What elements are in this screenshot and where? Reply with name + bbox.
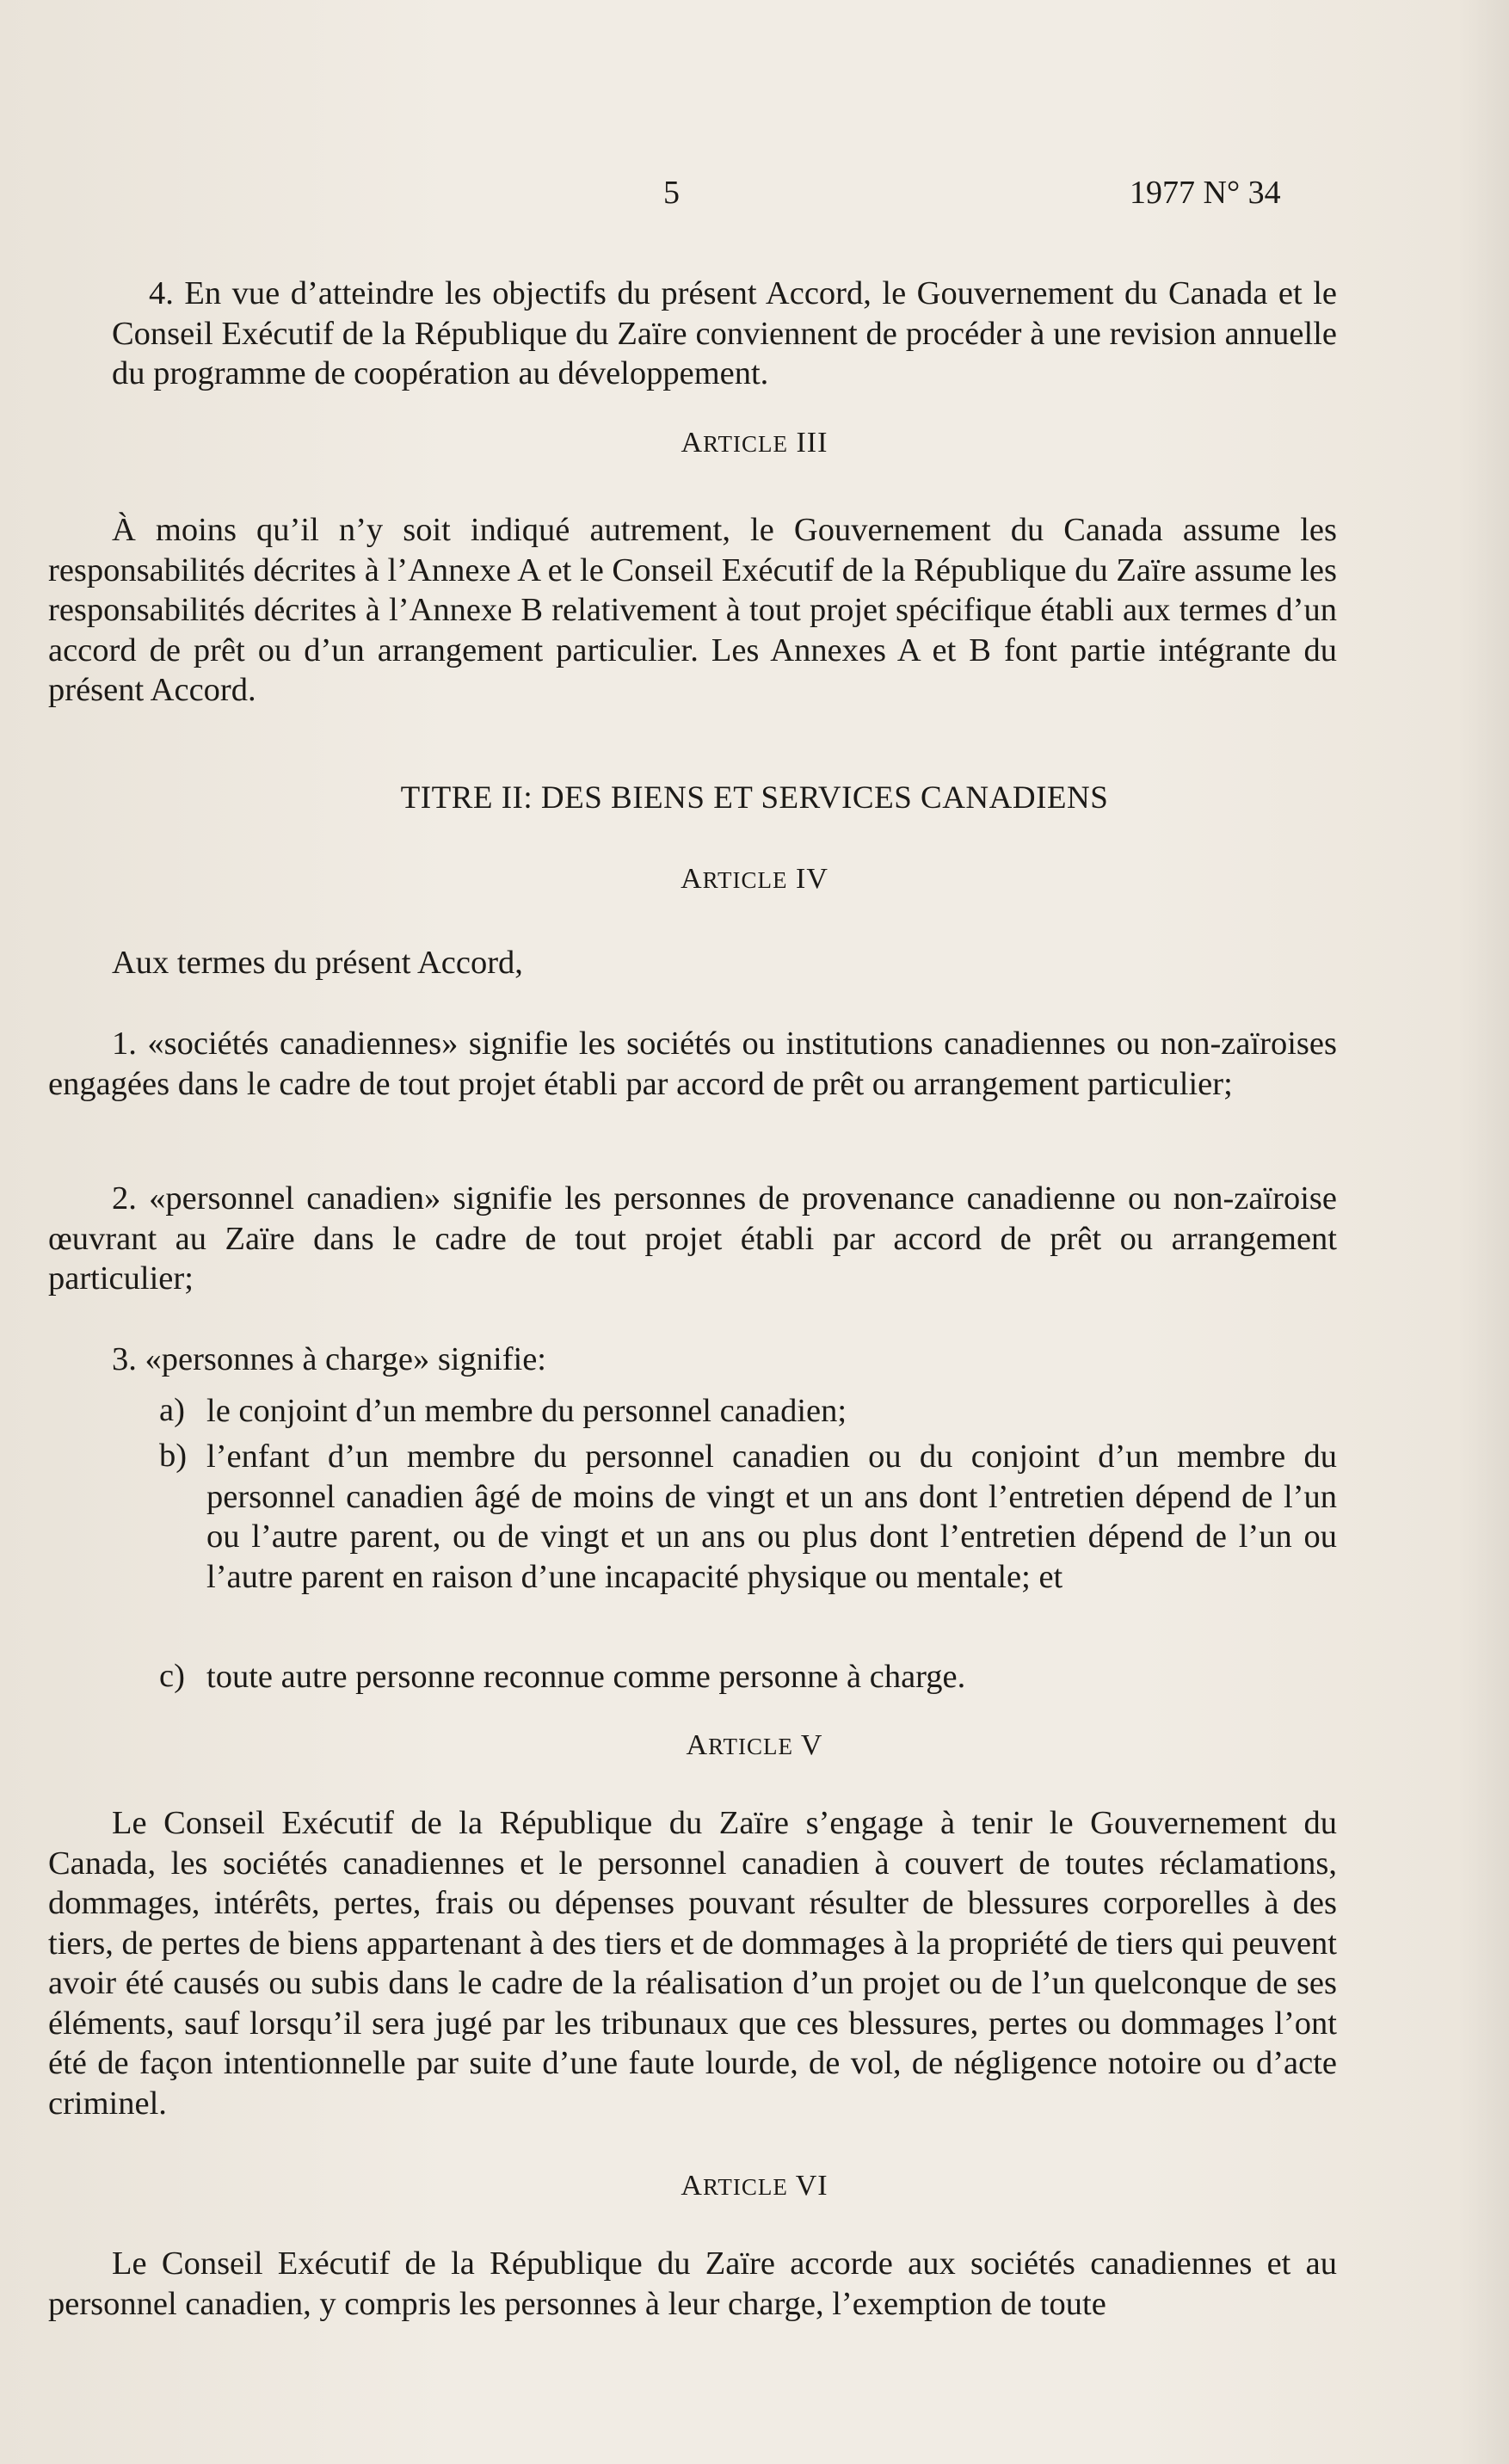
definition-1: 1. «sociétés canadiennes» signifie les sociétés ou institutions canadiennes ou non-zaïroises engagées dans le cadre de tout projet établi par accord de prêt ou arrangement particulier; (48, 1026, 1337, 1102)
article-3-text: À moins qu’il n’y soit indiqué autrement, le Gouvernement du Canada assume les responsabilités décrites à l’Annexe A et le Conseil Exécutif de la République du Zaïre assume les responsabilités décrites à l’Annexe B relativement à tout projet spécifique établi aux termes d’un accord de prêt ou d’un arrangement particulier. Les Annexes A et B font partie intégrante du présent Accord. (48, 512, 1337, 708)
sub-item-a-letter: a) (159, 1392, 185, 1428)
article-5-text: Le Conseil Exécutif de la République du Zaïre s’engage à tenir le Gouvernement du Canada, les sociétés canadiennes et le personnel canadien à couvert de toutes réclamations, dommages, intérêts, pertes, frais ou dépenses pouvant résulter de blessures corporelles à des tiers, de pertes de biens appartenant à des tiers et de dommages à la propriété de tiers qui peuvent avoir été causés ou subis dans le cadre de la réalisation d’un projet ou de l’un quelconque de ses éléments, sauf lorsqu’il sera jugé par les tribunaux que ces blessures, pertes ou dommages l’ont été de façon intentionnelle par suite d’une faute lourde, de vol, de négligence notoire ou d’acte criminel. (48, 1805, 1337, 2122)
article-4-intro: Aux termes du présent Accord, (112, 945, 523, 981)
page-edge-shadow (1457, 0, 1509, 2464)
heading-article-3: ARTICLE III (681, 427, 828, 459)
titre-2-heading: TITRE II: DES BIENS ET SERVICES CANADIENS (400, 780, 1109, 816)
sub-item-b-letter: b) (159, 1438, 188, 1474)
document-reference: 1977 N° 34 (1130, 175, 1281, 211)
sub-item-a-text: le conjoint d’un membre du personnel canadien; (206, 1393, 847, 1429)
heading-article-5: ARTICLE V (686, 1729, 823, 1761)
heading-article-6: ARTICLE VI (681, 2170, 828, 2202)
definition-3: 3. «personnes à charge» signifie: (112, 1341, 546, 1377)
sub-item-c-letter: c) (159, 1658, 185, 1694)
article-6-text: Le Conseil Exécutif de la République du Zaïre accorde aux sociétés canadiennes et au personnel canadien, y compris les personnes à leur charge, l’exemption de toute (48, 2245, 1337, 2322)
heading-article-4: ARTICLE IV (681, 863, 828, 895)
definition-2: 2. «personnel canadien» signifie les personnes de provenance canadienne ou non-zaïroise œuvrant au Zaïre dans le cadre de tout projet établi par accord de prêt ou arrangement particulier; (48, 1180, 1337, 1297)
paragraph-4: 4. En vue d’atteindre les objectifs du présent Accord, le Gouvernement du Canada et le Conseil Exécutif de la République du Zaïre conviennent de procéder à une revision annuelle du programme de coopération au développement. (112, 275, 1337, 391)
page-number: 5 (663, 175, 680, 211)
sub-item-b-text: l’enfant d’un membre du personnel canadien ou du conjoint d’un membre du personnel canadien âgé de moins de vingt et un ans dont l’entretien dépend de l’un ou l’autre parent, ou de vingt et un ans ou plus dont l’entretien dépend de l’un ou l’autre parent en raison d’une incapacité physique ou mentale; et (206, 1438, 1337, 1595)
sub-item-c-text: toute autre personne reconnue comme personne à charge. (206, 1659, 966, 1695)
